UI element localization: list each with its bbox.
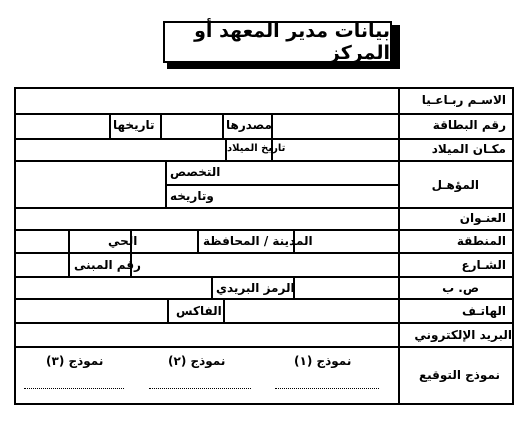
sample-1-label: نموذج (١) — [294, 354, 352, 368]
building-field[interactable] — [16, 253, 67, 275]
form-title: بيانات مدير المعهد أو المركز — [163, 21, 392, 63]
cell-divider — [109, 113, 111, 138]
label-email: البريد الإلكتروني — [414, 328, 512, 342]
label-street: الشـارع — [461, 258, 506, 272]
label-address: العنـوان — [459, 211, 506, 225]
sample-3-label: نموذج (٣) — [46, 354, 104, 368]
email-field[interactable] — [16, 323, 397, 345]
label-signature: نموذج التوقيع — [418, 368, 500, 382]
label-birthplace: مكـان الميلاد — [431, 142, 506, 156]
sub-source: مصدرها — [226, 118, 272, 132]
phone-field[interactable] — [225, 299, 397, 321]
label-qualification: المؤهـل — [431, 178, 479, 192]
birthplace-field[interactable] — [273, 139, 397, 159]
street-field[interactable] — [132, 253, 397, 275]
label-id-number: رقم البطاقة — [432, 118, 506, 132]
cell-divider — [211, 276, 213, 298]
district-field[interactable] — [16, 230, 67, 251]
birth-date-field[interactable] — [16, 139, 224, 159]
fax-field[interactable] — [16, 299, 166, 321]
cell-divider — [197, 229, 199, 252]
label-phone: الهاتـف — [462, 304, 506, 318]
signature-line-2[interactable] — [149, 388, 251, 389]
sub-postal-code: الرمز البريدي — [216, 281, 295, 295]
qualification-field[interactable] — [16, 161, 164, 206]
row-divider — [165, 184, 398, 186]
name-field[interactable] — [16, 89, 397, 112]
label-column-divider — [398, 87, 400, 405]
cell-divider — [165, 160, 167, 207]
sample-2-label: نموذج (٢) — [168, 354, 226, 368]
cell-divider — [68, 252, 70, 276]
cell-divider — [68, 229, 70, 252]
sub-qual-date: وتاريخه — [170, 189, 214, 203]
label-pobox: ص. ب — [442, 281, 479, 295]
id-source-field[interactable] — [162, 114, 221, 137]
label-name: الاسـم ربـاعـيا — [421, 93, 506, 107]
sub-district: الحي — [108, 234, 138, 248]
sub-city: المدينة / المحافظة — [203, 234, 313, 248]
postal-code-field[interactable] — [16, 277, 210, 297]
sub-building: رقم المبنى — [74, 258, 141, 272]
pobox-field[interactable] — [295, 277, 397, 297]
region-field[interactable] — [295, 230, 397, 251]
cell-divider — [222, 113, 224, 138]
label-region: المنطقة — [456, 234, 506, 248]
signature-line-3[interactable] — [24, 388, 124, 389]
row-divider — [14, 207, 514, 209]
row-divider — [14, 346, 514, 348]
id-number-field[interactable] — [273, 114, 397, 137]
sub-id-date: تاريخها — [113, 118, 155, 132]
signature-line-1[interactable] — [275, 388, 379, 389]
sub-birth-date: تاريخ الميلاد — [227, 143, 286, 154]
row-divider — [14, 229, 514, 231]
id-date-field[interactable] — [16, 114, 108, 137]
cell-divider — [167, 298, 169, 322]
sub-fax: الفاكس — [176, 304, 222, 318]
city-field[interactable] — [132, 230, 196, 251]
sub-specialization: التخصص — [170, 165, 221, 179]
